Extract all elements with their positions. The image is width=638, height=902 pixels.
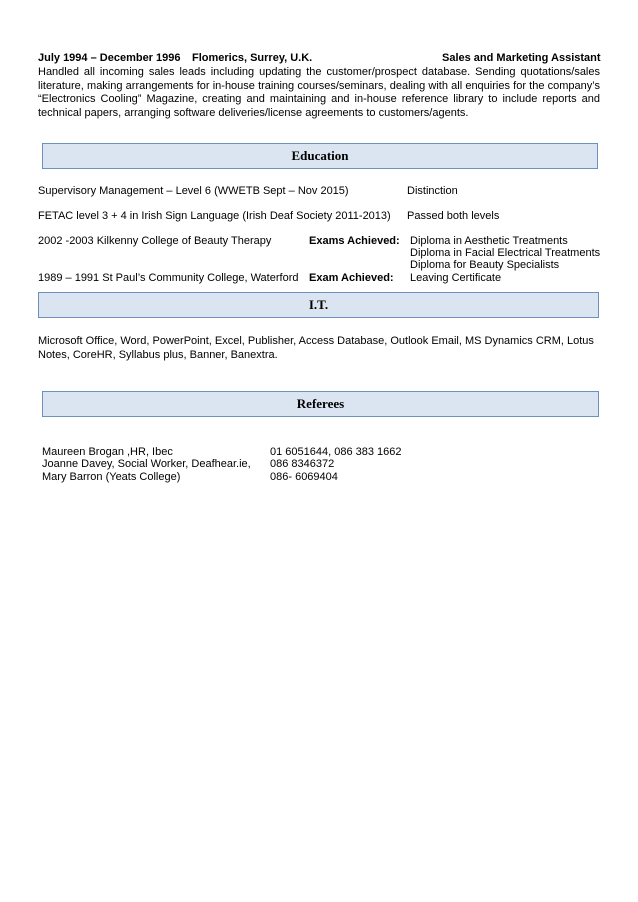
referee-2-name: Joanne Davey, Social Worker, Deafhear.ie,	[42, 458, 251, 470]
it-skills: Microsoft Office, Word, PowerPoint, Excel, Publisher, Access Database, Outlook Email, MS Dynamics CRM, Lotus Notes, CoreHR, Syllabus plus, Banner, Banextra.	[38, 335, 594, 361]
education-heading: Education	[42, 143, 598, 169]
education-row-3-course: 2002 -2003 Kilkenny College of Beauty Therapy	[38, 235, 272, 247]
education-row-3-label: Exams Achieved:	[309, 235, 400, 247]
it-heading: I.T.	[38, 292, 599, 318]
education-row-4-course: 1989 – 1991 St Paul’s Community College, Waterford	[38, 272, 299, 284]
referee-3-phone: 086- 6069404	[270, 471, 338, 483]
referee-2-phone: 086 8346372	[270, 458, 335, 470]
referee-3-name: Mary Barron (Yeats College)	[42, 471, 181, 483]
job-employer: Flomerics, Surrey, U.K.	[192, 52, 313, 64]
referees-heading: Referees	[42, 391, 599, 417]
education-row-1-course: Supervisory Management – Level 6 (WWETB Sept – Nov 2015)	[38, 185, 349, 197]
education-row-1-result: Distinction	[407, 185, 458, 197]
education-row-4-label: Exam Achieved:	[309, 272, 394, 284]
education-row-3-result-1: Diploma in Aesthetic Treatments	[410, 235, 568, 247]
education-row-3-result-2: Diploma in Facial Electrical Treatments	[410, 247, 601, 259]
job-dates: July 1994 – December 1996	[38, 52, 181, 64]
education-row-2-result: Passed both levels	[407, 210, 500, 222]
education-row-2-course: FETAC level 3 + 4 in Irish Sign Language (Irish Deaf Society 2011-2013)	[38, 210, 391, 222]
referee-1-phone: 01 6051644, 086 383 1662	[270, 446, 402, 458]
education-row-3-result-3: Diploma for Beauty Specialists	[410, 259, 560, 271]
job-description: Handled all incoming sales leads including updating the customer/prospect database. Sending quotations/sales literature, making arrangements for in-house training courses/seminars, dealing with all enquiries for the company’s “Electronics Cooling” Magazine, creating and maintaining and in-house reference library to include reports and technical papers, arranging software deliveries/license agreements to customers/agents.	[38, 66, 600, 119]
referee-1-name: Maureen Brogan ,HR, Ibec	[42, 446, 173, 458]
education-row-4-result: Leaving Certificate	[410, 272, 502, 284]
job-title: Sales and Marketing Assistant	[442, 52, 601, 64]
